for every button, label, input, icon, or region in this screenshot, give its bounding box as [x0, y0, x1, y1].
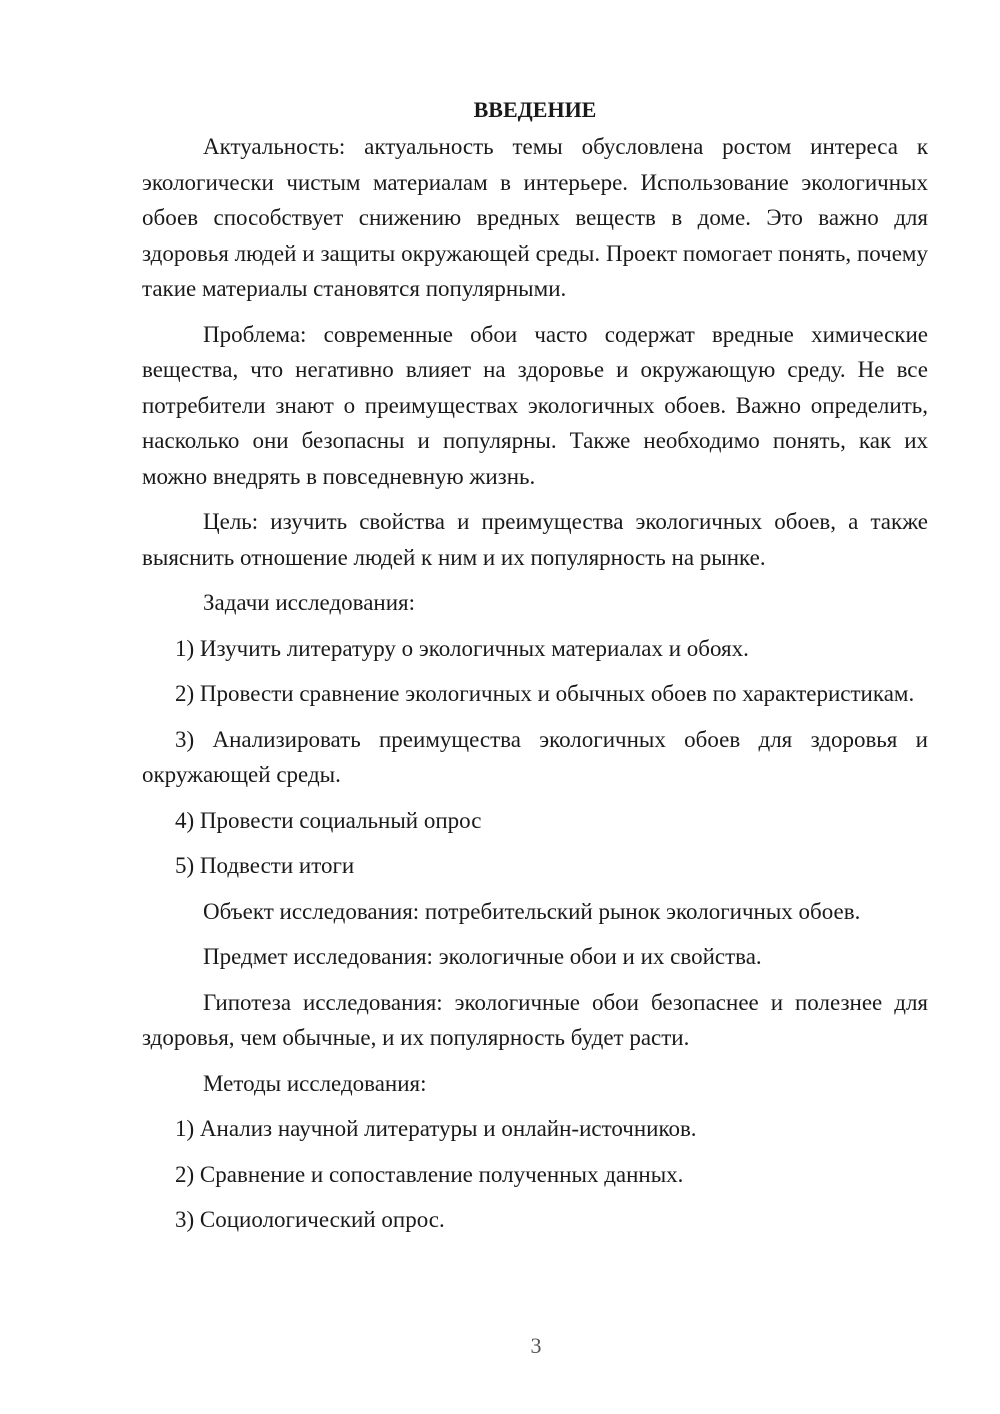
task-item: 4) Провести социальный опрос — [175, 807, 482, 833]
task-item: 2) Провести сравнение экологичных и обычных обоев по характеристикам. — [175, 681, 915, 706]
object-paragraph: Объект исследования: потребительский рынок экологичных обоев. — [203, 898, 861, 924]
tasks-heading: Задачи исследования: — [203, 590, 416, 615]
method-item: 1) Анализ научной литературы и онлайн-источников. — [175, 1116, 697, 1141]
problem-paragraph: Проблема: современные обои часто содержат вредные химические вещества, что негативно влияет на здоровье и окружающую среду. Не все потребители знают о преимуществах экологичных обоев. Важно определить, насколько они безопасны и популярны. Также необходимо понять, как их можно внедрять в повседневную жизнь. — [142, 321, 928, 489]
goal-paragraph: Цель: изучить свойства и преимущества экологичных обоев, а также выяснить отношение людей к ним и их популярность на рынке. — [142, 509, 928, 570]
method-item: 3) Социологический опрос. — [175, 1207, 445, 1232]
method-item: 2) Сравнение и сопоставление полученных данных. — [175, 1161, 684, 1187]
hypothesis-paragraph: Гипотеза исследования: экологичные обои безопаснее и полезнее для здоровья, чем обычные, и их популярность будет расти. — [142, 989, 928, 1050]
relevance-paragraph: Актуальность: актуальность темы обусловлена ростом интереса к экологически чистым материалам в интерьере. Использование экологичных обоев способствует снижению вредных веществ в доме. Это важно для здоровья людей и защиты окружающей среды. Проект помогает понять, почему такие материалы становятся популярными. — [142, 134, 928, 301]
document-page — [142, 92, 928, 1238]
page-number: 3 — [530, 1333, 542, 1358]
task-item: 1) Изучить литературу о экологичных материалах и обоях. — [175, 635, 749, 661]
task-item: 5) Подвести итоги — [175, 853, 355, 878]
section-title: ВВЕДЕНИЕ — [473, 97, 597, 122]
methods-heading: Методы исследования: — [203, 1070, 427, 1096]
task-item: 3) Анализировать преимущества экологичных обоев для здоровья и окружающей среды. — [142, 726, 928, 787]
subject-paragraph: Предмет исследования: экологичные обои и их свойства. — [203, 944, 762, 969]
